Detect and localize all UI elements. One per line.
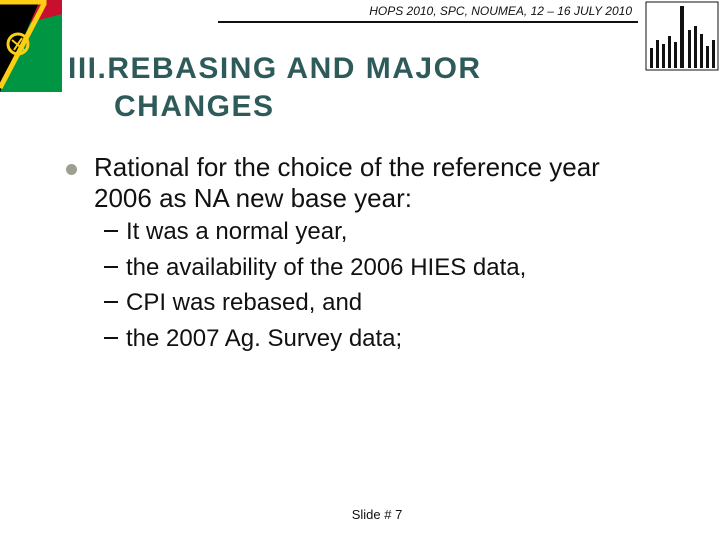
- slide-title: [68, 50, 482, 126]
- sub-item-text: It was a normal year,: [126, 218, 348, 245]
- slide-title-line1: III.REBASING AND MAJOR: [68, 52, 482, 85]
- slide-number: Slide # 7: [351, 507, 403, 522]
- dash-icon: [104, 230, 118, 232]
- dash-icon: [104, 266, 118, 268]
- dash-icon: [104, 337, 118, 339]
- bullet-text: Rational for the choice of the reference year 2006 as NA new base year:: [94, 152, 600, 213]
- vanuatu-flag-icon: [0, 0, 62, 92]
- sub-item-text: CPI was rebased, and: [126, 289, 363, 316]
- header-divider: [218, 21, 638, 23]
- header-text: HOPS 2010, SPC, NOUMEA, 12 – 16 JULY 2010: [369, 4, 632, 18]
- sub-item: [104, 288, 362, 318]
- sub-item: [104, 217, 347, 247]
- slide-title-line2: CHANGES: [114, 90, 275, 123]
- sub-item-text: the 2007 Ag. Survey data;: [126, 325, 403, 352]
- sub-item: [104, 253, 526, 283]
- bar-chart-logo-icon: [644, 0, 720, 74]
- dash-icon: [104, 301, 118, 303]
- sub-item-text: the availability of the 2006 HIES data,: [126, 254, 527, 281]
- sub-item: [104, 324, 402, 354]
- bullet-icon: [66, 164, 77, 175]
